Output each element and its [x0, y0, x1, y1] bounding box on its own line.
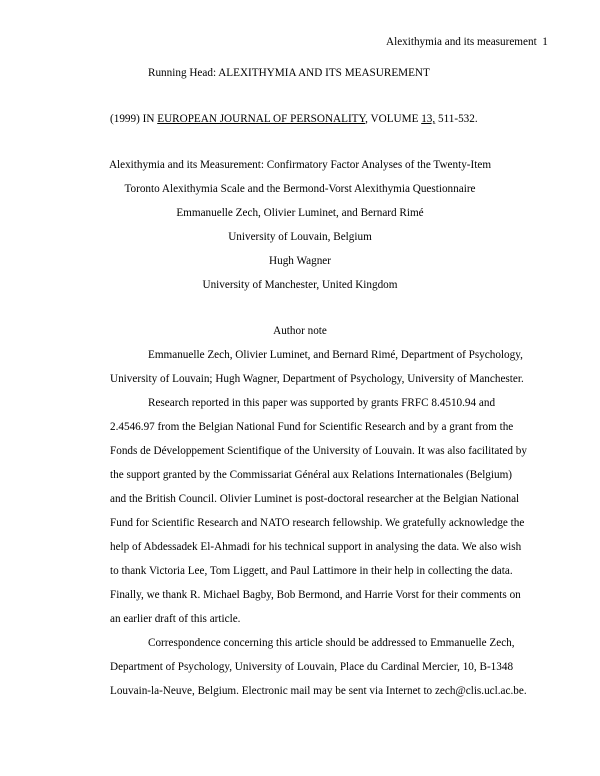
author-note-p3-line: Louvain-la-Neuve, Belgium. Electronic mail may be sent via Internet to zech@clis.ucl.ac.be. [110, 685, 527, 697]
affiliation-2: University of Manchester, United Kingdom [202, 279, 398, 291]
citation-pages: 511-532. [435, 113, 478, 125]
volume-number: 13, [421, 113, 436, 125]
title-line-1: Alexithymia and its Measurement: Confirmatory Factor Analyses of the Twenty-Item [108, 159, 492, 171]
page-number: 1 [542, 36, 548, 48]
author-note-heading: Author note [273, 325, 327, 337]
author-note-p1-line: Emmanuelle Zech, Olivier Luminet, and Bernard Rimé, Department of Psychology, [148, 349, 523, 361]
journal-name: EUROPEAN JOURNAL OF PERSONALITY [157, 113, 366, 125]
citation-mid: , VOLUME [365, 113, 422, 125]
title-line-2: Toronto Alexithymia Scale and the Bermond-Vorst Alexithymia Questionnaire [124, 183, 476, 195]
author-note-p2-line: help of Abdessadek El-Ahmadi for his technical support in analysing the data. We also wish [110, 541, 522, 553]
author-note-p2-line: to thank Victoria Lee, Tom Liggett, and Paul Lattimore in their help in collecting the data. [110, 565, 513, 577]
author-note-p3-line: Correspondence concerning this article should be addressed to Emmanuelle Zech, [148, 637, 515, 649]
author-note-p3-line: Department of Psychology, University of Louvain, Place du Cardinal Mercier, 10, B-1348 [110, 661, 514, 673]
author-note-p2-line: Fund for Scientific Research and NATO research fellowship. We gratefully acknowledge the [110, 517, 525, 529]
authors-group-2: Hugh Wagner [269, 255, 331, 267]
author-note-p2-line: and the British Council. Olivier Luminet is post-doctoral researcher at the Belgian National [110, 493, 520, 505]
author-note-p1-line: University of Louvain; Hugh Wagner, Department of Psychology, University of Manchester. [110, 373, 524, 385]
author-note-p2-line: an earlier draft of this article. [110, 613, 241, 625]
author-note-p2-line: 2.4546.97 from the Belgian National Fund for Scientific Research and by a grant from the [110, 421, 514, 433]
author-note-p2-line: the support granted by the Commissariat Général aux Relations Internationales (Belgium) [110, 469, 513, 481]
citation-prefix: (1999) IN [110, 113, 158, 125]
authors-group-1: Emmanuelle Zech, Olivier Luminet, and Bernard Rimé [176, 207, 424, 219]
affiliation-1: University of Louvain, Belgium [228, 231, 372, 243]
author-note-p2-line: Research reported in this paper was supported by grants FRFC 8.4510.94 and [148, 397, 496, 409]
citation [110, 113, 478, 125]
page-header [386, 36, 548, 48]
author-note-p2-line: Finally, we thank R. Michael Bagby, Bob Bermond, and Harrie Vorst for their comments on [110, 589, 521, 601]
running-head: Running Head: ALEXITHYMIA AND ITS MEASUREMENT [148, 67, 430, 79]
running-title: Alexithymia and its measurement [386, 36, 537, 48]
author-note-p2-line: Fonds de Développement Scientifique of the University of Louvain. It was also facilitated by [110, 445, 527, 457]
